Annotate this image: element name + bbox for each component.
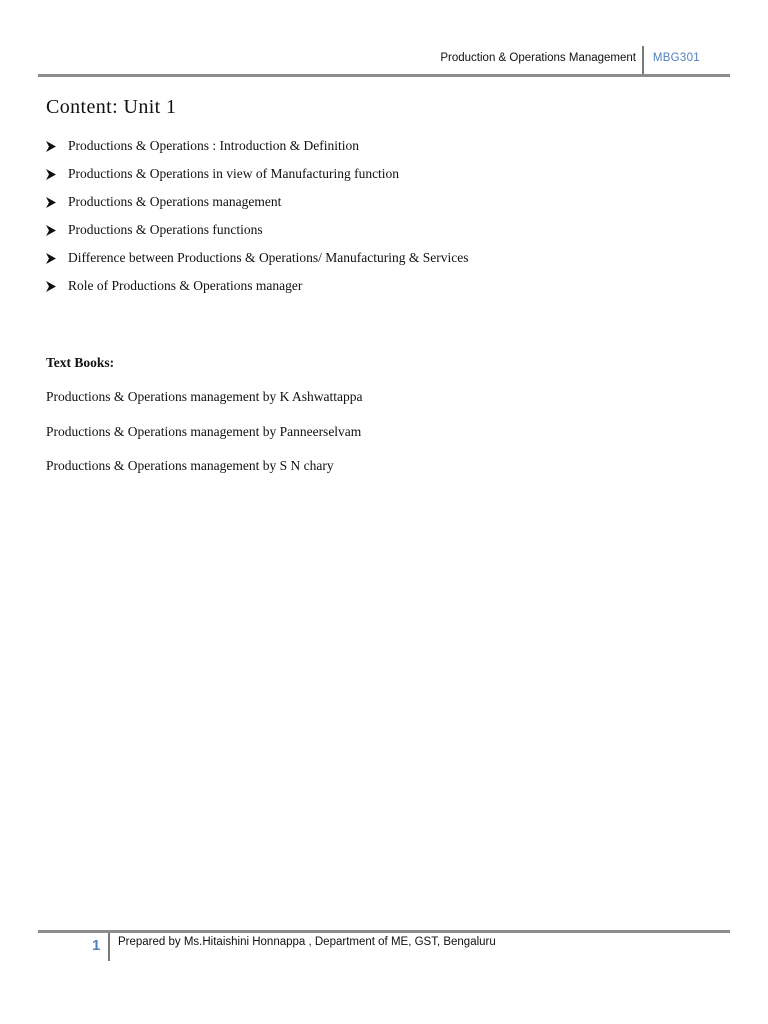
list-item-text: Productions & Operations : Introduction & Definition [68,138,359,153]
list-item-text: Productions & Operations in view of Manufacturing function [68,166,400,181]
header-title: Production & Operations Management [440,52,636,64]
footer-rule [38,930,730,933]
textbook-item: Productions & Operations management by S N chary [46,458,334,473]
list-item [46,250,469,278]
list-item-text: Difference between Productions & Operations/ Manufacturing & Services [68,250,469,265]
arrow-bullet-icon [46,166,68,180]
topic-list [46,138,469,306]
page-footer [38,930,730,966]
content-heading: Content: Unit 1 [46,96,177,118]
list-item [46,222,469,250]
list-item-text: Productions & Operations management [68,194,282,209]
arrow-bullet-icon [46,250,68,264]
textbooks-heading: Text Books: [46,355,115,370]
arrow-bullet-icon [46,278,68,292]
prepared-by-text: Prepared by Ms.Hitaishini Honnappa , Department of ME, GST, Bengaluru [118,936,496,948]
page-number: 1 [92,937,101,954]
list-item [46,138,469,166]
list-item [46,166,469,194]
list-item [46,278,469,306]
arrow-bullet-icon [46,138,68,152]
textbook-item: Productions & Operations management by K Ashwattappa [46,389,363,404]
list-item-text: Productions & Operations functions [68,222,263,237]
list-item [46,194,469,222]
page-header [38,44,730,76]
arrow-bullet-icon [46,194,68,208]
arrow-bullet-icon [46,222,68,236]
header-divider [642,46,644,74]
course-code: MBG301 [652,52,700,64]
footer-divider [108,933,110,961]
textbook-list [46,389,362,493]
header-rule [38,74,730,77]
list-item-text: Role of Productions & Operations manager [68,278,303,293]
textbook-item: Productions & Operations management by Panneerselvam [46,423,362,439]
